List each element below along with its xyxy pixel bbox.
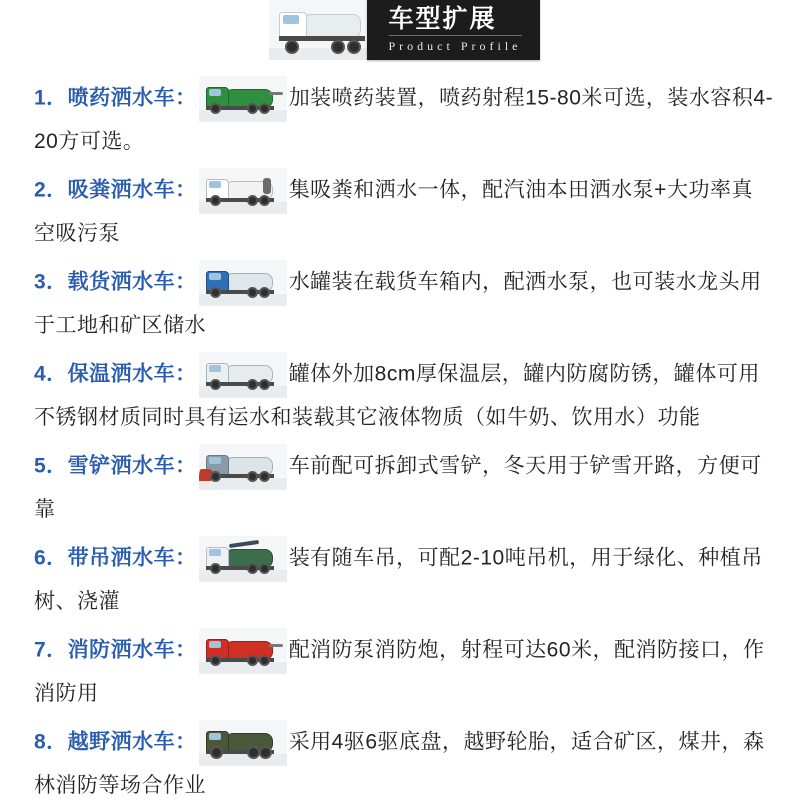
page-header: [0, 0, 800, 72]
item-title: 2．吸粪洒水车：: [34, 178, 197, 202]
item-description: 配消防泵消防炮，射程可达60米，配消防接口，作消防用: [34, 638, 765, 705]
sprinkler-truck-photo: [269, 0, 377, 60]
white-vacuum-truck-icon: [199, 168, 287, 214]
list-item: [34, 720, 774, 806]
item-title: 3．载货洒水车：: [34, 270, 197, 294]
header-title-ribbon: [367, 0, 540, 60]
page-title: 车型扩展: [388, 5, 497, 33]
item-description: 加装喷药装置，喷药射程15-80米可选，装水容积4-20方可选。: [34, 86, 774, 153]
item-description: 集吸粪和洒水一体，配汽油本田洒水泵+大功率真空吸污泵: [34, 178, 753, 245]
list-item: [34, 76, 774, 162]
item-description: 采用4驱6驱底盘，越野轮胎，适合矿区，煤井，森林消防等场合作业: [34, 730, 765, 797]
item-description: 罐体外加8cm厚保温层，罐内防腐防锈，罐体可用不锈钢材质同时具有运水和装载其它液体物质（如牛奶、饮用水）功能: [34, 362, 760, 429]
list-item: [34, 444, 774, 530]
crane-water-truck-icon: [199, 536, 287, 582]
item-title: 1．喷药洒水车：: [34, 86, 197, 110]
offroad-water-truck-icon: [199, 720, 287, 766]
header-banner: [269, 0, 540, 60]
red-fire-water-truck-icon: [199, 628, 287, 674]
page-subtitle: Product Profile: [389, 35, 522, 54]
list-item: [34, 260, 774, 346]
item-title: 8．越野洒水车：: [34, 730, 197, 754]
list-item: [34, 352, 774, 438]
item-title: 5．雪铲洒水车：: [34, 454, 197, 478]
item-title: 6．带吊洒水车：: [34, 546, 197, 570]
product-list: [0, 72, 800, 806]
snow-plow-water-truck-icon: [199, 444, 287, 490]
list-item: [34, 536, 774, 622]
item-description: 车前配可拆卸式雪铲，冬天用于铲雪开路，方便可靠: [34, 454, 762, 521]
list-item: [34, 628, 774, 714]
item-title: 4．保温洒水车：: [34, 362, 197, 386]
item-title: 7．消防洒水车：: [34, 638, 197, 662]
insulated-water-truck-icon: [199, 352, 287, 398]
green-sprinkler-truck-icon: [199, 76, 287, 122]
list-item: [34, 168, 774, 254]
item-description: 水罐装在载货车箱内，配洒水泵，也可装水龙头用于工地和矿区储水: [34, 270, 762, 337]
item-description: 装有随车吊，可配2-10吨吊机，用于绿化、种植吊树、浇灌: [34, 546, 763, 613]
blue-cargo-water-truck-icon: [199, 260, 287, 306]
